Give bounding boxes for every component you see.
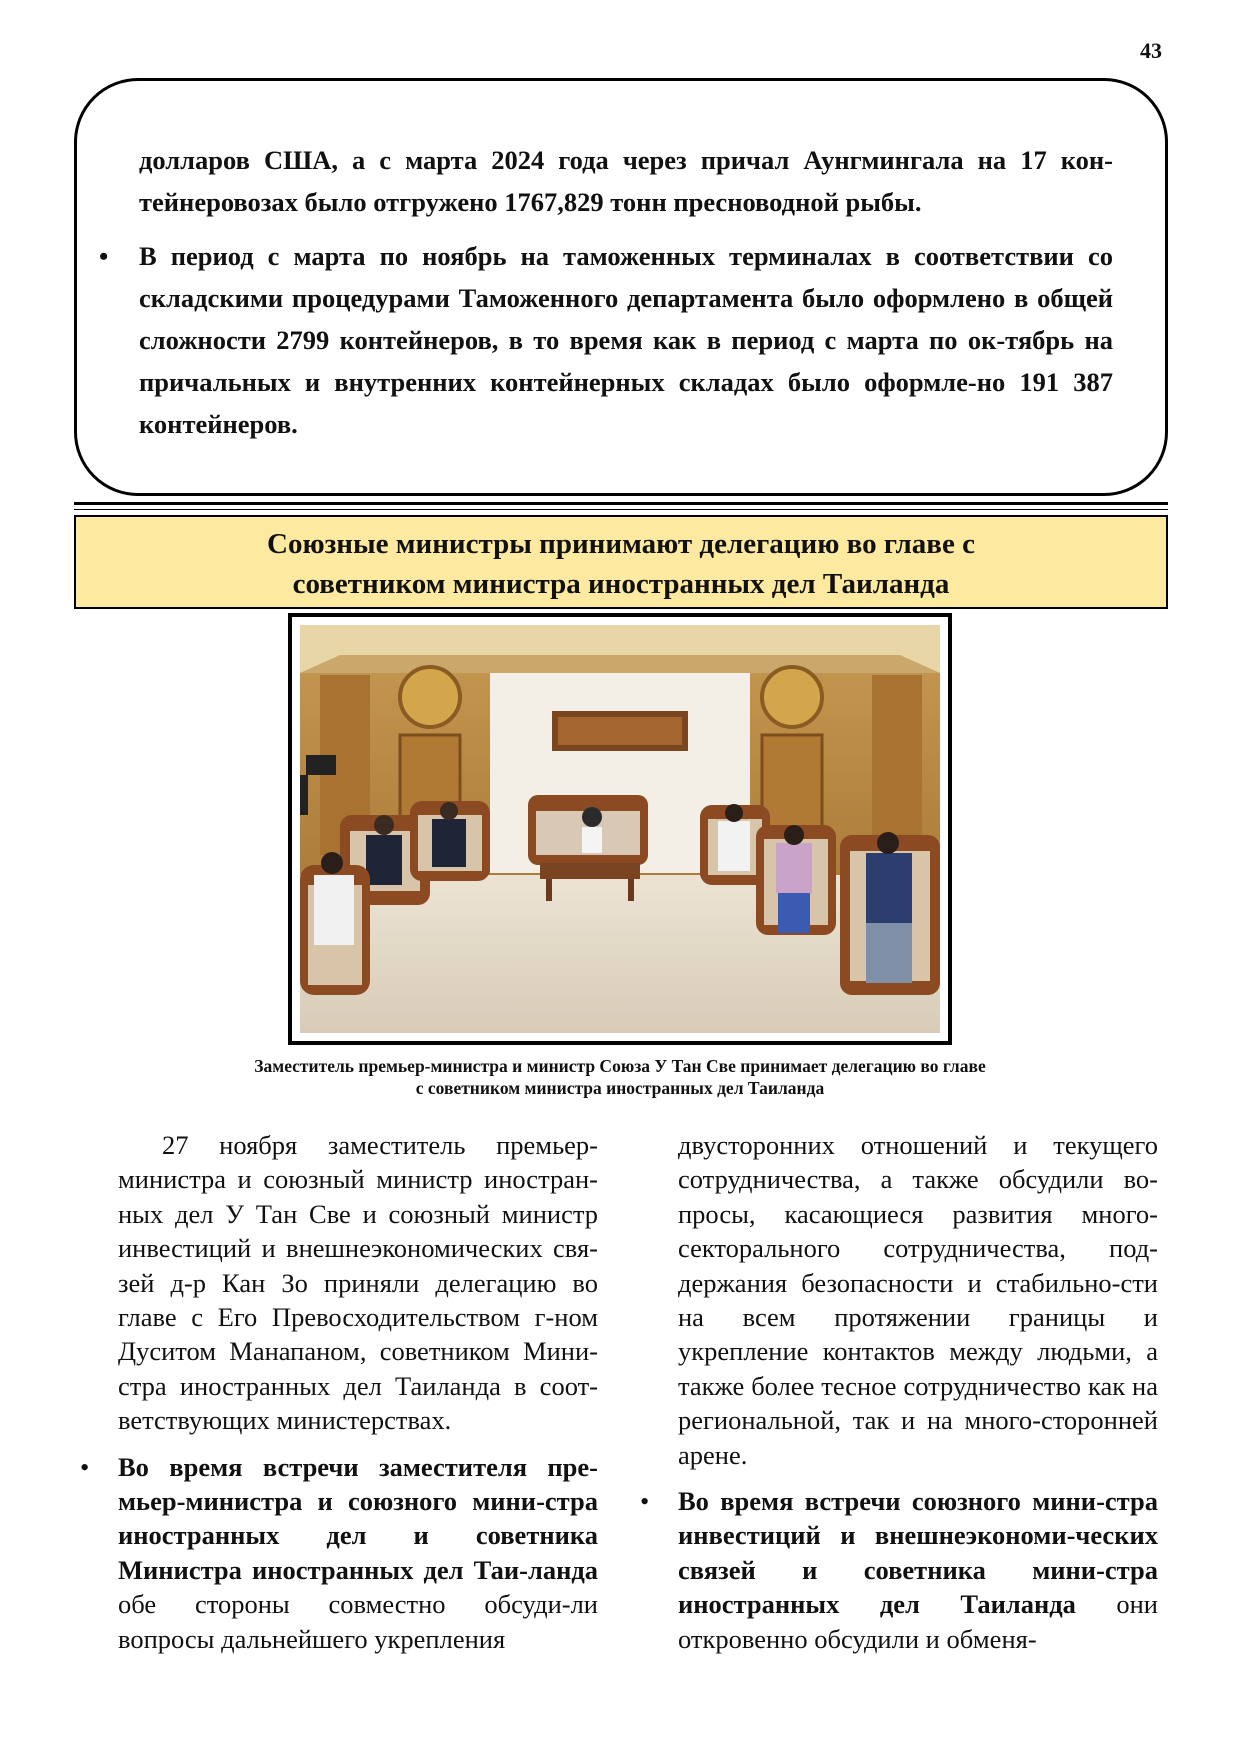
caption-line-1: Заместитель премьер-министра и министр Союза У Тан Све принимает делегацию во главе bbox=[254, 1056, 986, 1076]
box-line-1: долларов США, а с марта 2024 года через причал Аунгмингала на 17 кон- bbox=[139, 145, 1113, 175]
bullet-marker: • bbox=[80, 1451, 90, 1482]
right-bullet-item bbox=[640, 1484, 1158, 1656]
left-bullet-bold: Во время встречи заместителя пре-мьер-министра и союзного мини-стра иностранных дел и советника Министра иностранных дел Таи-ланда bbox=[118, 1451, 598, 1585]
right-paragraph: двусторонних отношений и текущего сотрудничества, а также обсудили во-просы, касающиеся развития много-секторального сотрудничества, под-держания безопасности и стабильно-сти на всем протяжении границы и укрепление контактов между людьми, а также более тесное сотрудничество как на региональной, так и на много-сторонней арене. bbox=[678, 1130, 1158, 1470]
bullet-marker: • bbox=[99, 241, 109, 271]
continued-text-box bbox=[74, 78, 1168, 496]
right-bullet-text: они откровенно обсудили и обменя- bbox=[678, 1589, 1158, 1654]
section-divider bbox=[74, 502, 1168, 510]
caption-line-2: с советником министра иностранных дел Таиланда bbox=[415, 1078, 825, 1098]
left-bullet-text: обе стороны совместно обсуди-ли вопросы дальнейшего укрепления bbox=[118, 1589, 598, 1654]
article-column-right bbox=[640, 1128, 1158, 1656]
bullet-marker: • bbox=[640, 1486, 650, 1517]
box-bullet-item bbox=[99, 235, 1113, 445]
page-number: 43 bbox=[1140, 38, 1162, 63]
headline-line-2: советником министра иностранных дел Таиланда bbox=[292, 568, 950, 600]
left-paragraph: 27 ноября заместитель премьер-министра и союзный министр иностран-ных дел У Тан Све и союзный министр инвестиций и внешнеэкономических свя-зей д-р Кан Зо приняли делегацию во главе с Его Превосходительством г-ном Дуситом Манапаном, советником Мини-стра иностранных дел Таиланда в соот-ветствующих министерствах. bbox=[118, 1130, 598, 1436]
left-bullet-item bbox=[80, 1450, 598, 1656]
right-bullet-bold: Во время встречи союзного мини-стра инвестиций и внешнеэкономи-ческих связей и советника мини-стра иностранных дел Таиланда bbox=[678, 1486, 1158, 1620]
box-bullet-text: В период с марта по ноябрь на таможенных терминалах в соответствии со складскими процедурами Таможенного департамента было оформлено в общей сложности 2799 контейнеров, в то время как в период с марта по ок-тябрь на причальных и внутренних контейнерных складах было оформле-но 191 387 контейнеров. bbox=[139, 241, 1113, 439]
article-headline bbox=[74, 515, 1168, 609]
meeting-photo bbox=[288, 613, 952, 1045]
headline-line-1: Союзные министры принимают делегацию во главе с bbox=[267, 528, 975, 560]
box-line-2: тейнеровозах было отгружено 1767,829 тонн пресноводной рыбы. bbox=[139, 187, 922, 217]
photo-caption bbox=[150, 1055, 1090, 1099]
meeting-photo-illustration bbox=[300, 625, 940, 1033]
article-column-left bbox=[80, 1128, 598, 1656]
